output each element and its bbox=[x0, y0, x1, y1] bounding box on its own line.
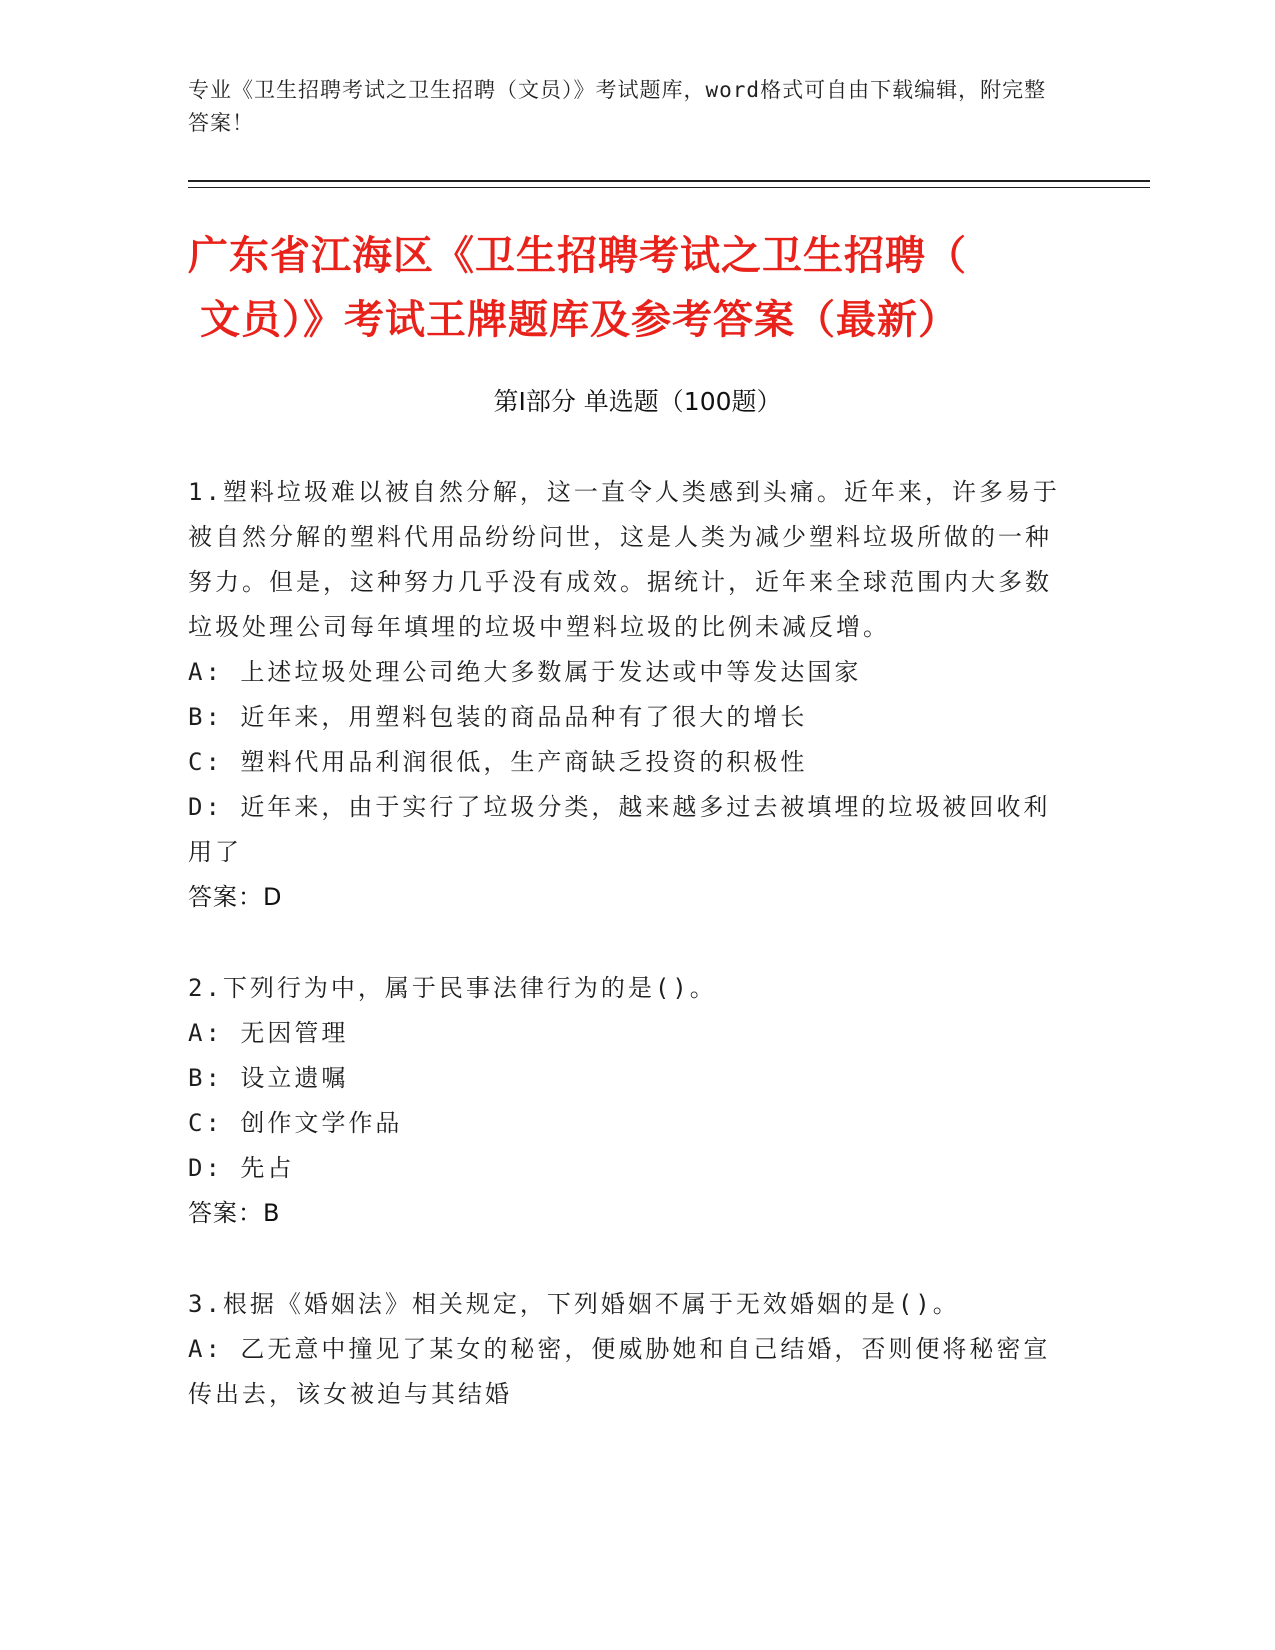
option-d: D: 先占 bbox=[188, 1154, 295, 1182]
answer-label: 答案：D bbox=[188, 883, 283, 911]
option-c: C: 塑料代用品利润很低，生产商缺乏投资的积极性 bbox=[188, 748, 808, 776]
option-a: A: 乙无意中撞见了某女的秘密，便威胁她和自己结婚，否则便将秘密宣传出去，该女被迫与其结婚 bbox=[188, 1335, 1051, 1408]
answer-label: 答案：B bbox=[188, 1199, 281, 1227]
header-note: 专业《卫生招聘考试之卫生招聘（文员）》考试题库，word格式可自由下载编辑，附完整答案！ bbox=[188, 78, 1047, 135]
option-b: B: 近年来，用塑料包装的商品品种有了很大的增长 bbox=[188, 703, 808, 731]
question-stem: 2.下列行为中，属于民事法律行为的是()。 bbox=[188, 974, 717, 1002]
option-a: A: 无因管理 bbox=[188, 1019, 349, 1047]
question-stem: 1.塑料垃圾难以被自然分解，这一直令人类感到头痛。近年来，许多易于被自然分解的塑料代用品纷纷问世，这是人类为减少塑料垃圾所做的一种努力。但是，这种努力几乎没有成效。据统计，近年来全球范围内大多数垃圾处理公司每年填埋的垃圾中塑料垃圾的比例未减反增。 bbox=[188, 478, 1060, 641]
option-c: C: 创作文学作品 bbox=[188, 1109, 403, 1137]
document-title-line-2: 文员）》考试王牌题库及参考答案（最新） bbox=[200, 297, 959, 343]
option-d: D: 近年来，由于实行了垃圾分类，越来越多过去被填埋的垃圾被回收利用了 bbox=[188, 793, 1051, 866]
question-1 bbox=[188, 470, 1068, 920]
section-heading: 第Ⅰ部分 单选题（100题） bbox=[493, 387, 782, 416]
option-a: A: 上述垃圾处理公司绝大多数属于发达或中等发达国家 bbox=[188, 658, 862, 686]
question-list bbox=[188, 470, 1068, 1417]
question-2 bbox=[188, 966, 1068, 1236]
document-title-line-1: 广东省江海区《卫生招聘考试之卫生招聘（ bbox=[188, 233, 967, 279]
question-spacer bbox=[188, 920, 1068, 966]
question-spacer bbox=[188, 1236, 1068, 1282]
header-rule-thin bbox=[188, 187, 1150, 188]
header-rule-thick bbox=[188, 180, 1150, 182]
document-title bbox=[188, 224, 1088, 352]
question-stem: 3.根据《婚姻法》相关规定，下列婚姻不属于无效婚姻的是()。 bbox=[188, 1290, 960, 1318]
question-3 bbox=[188, 1282, 1068, 1417]
option-b: B: 设立遗嘱 bbox=[188, 1064, 349, 1092]
